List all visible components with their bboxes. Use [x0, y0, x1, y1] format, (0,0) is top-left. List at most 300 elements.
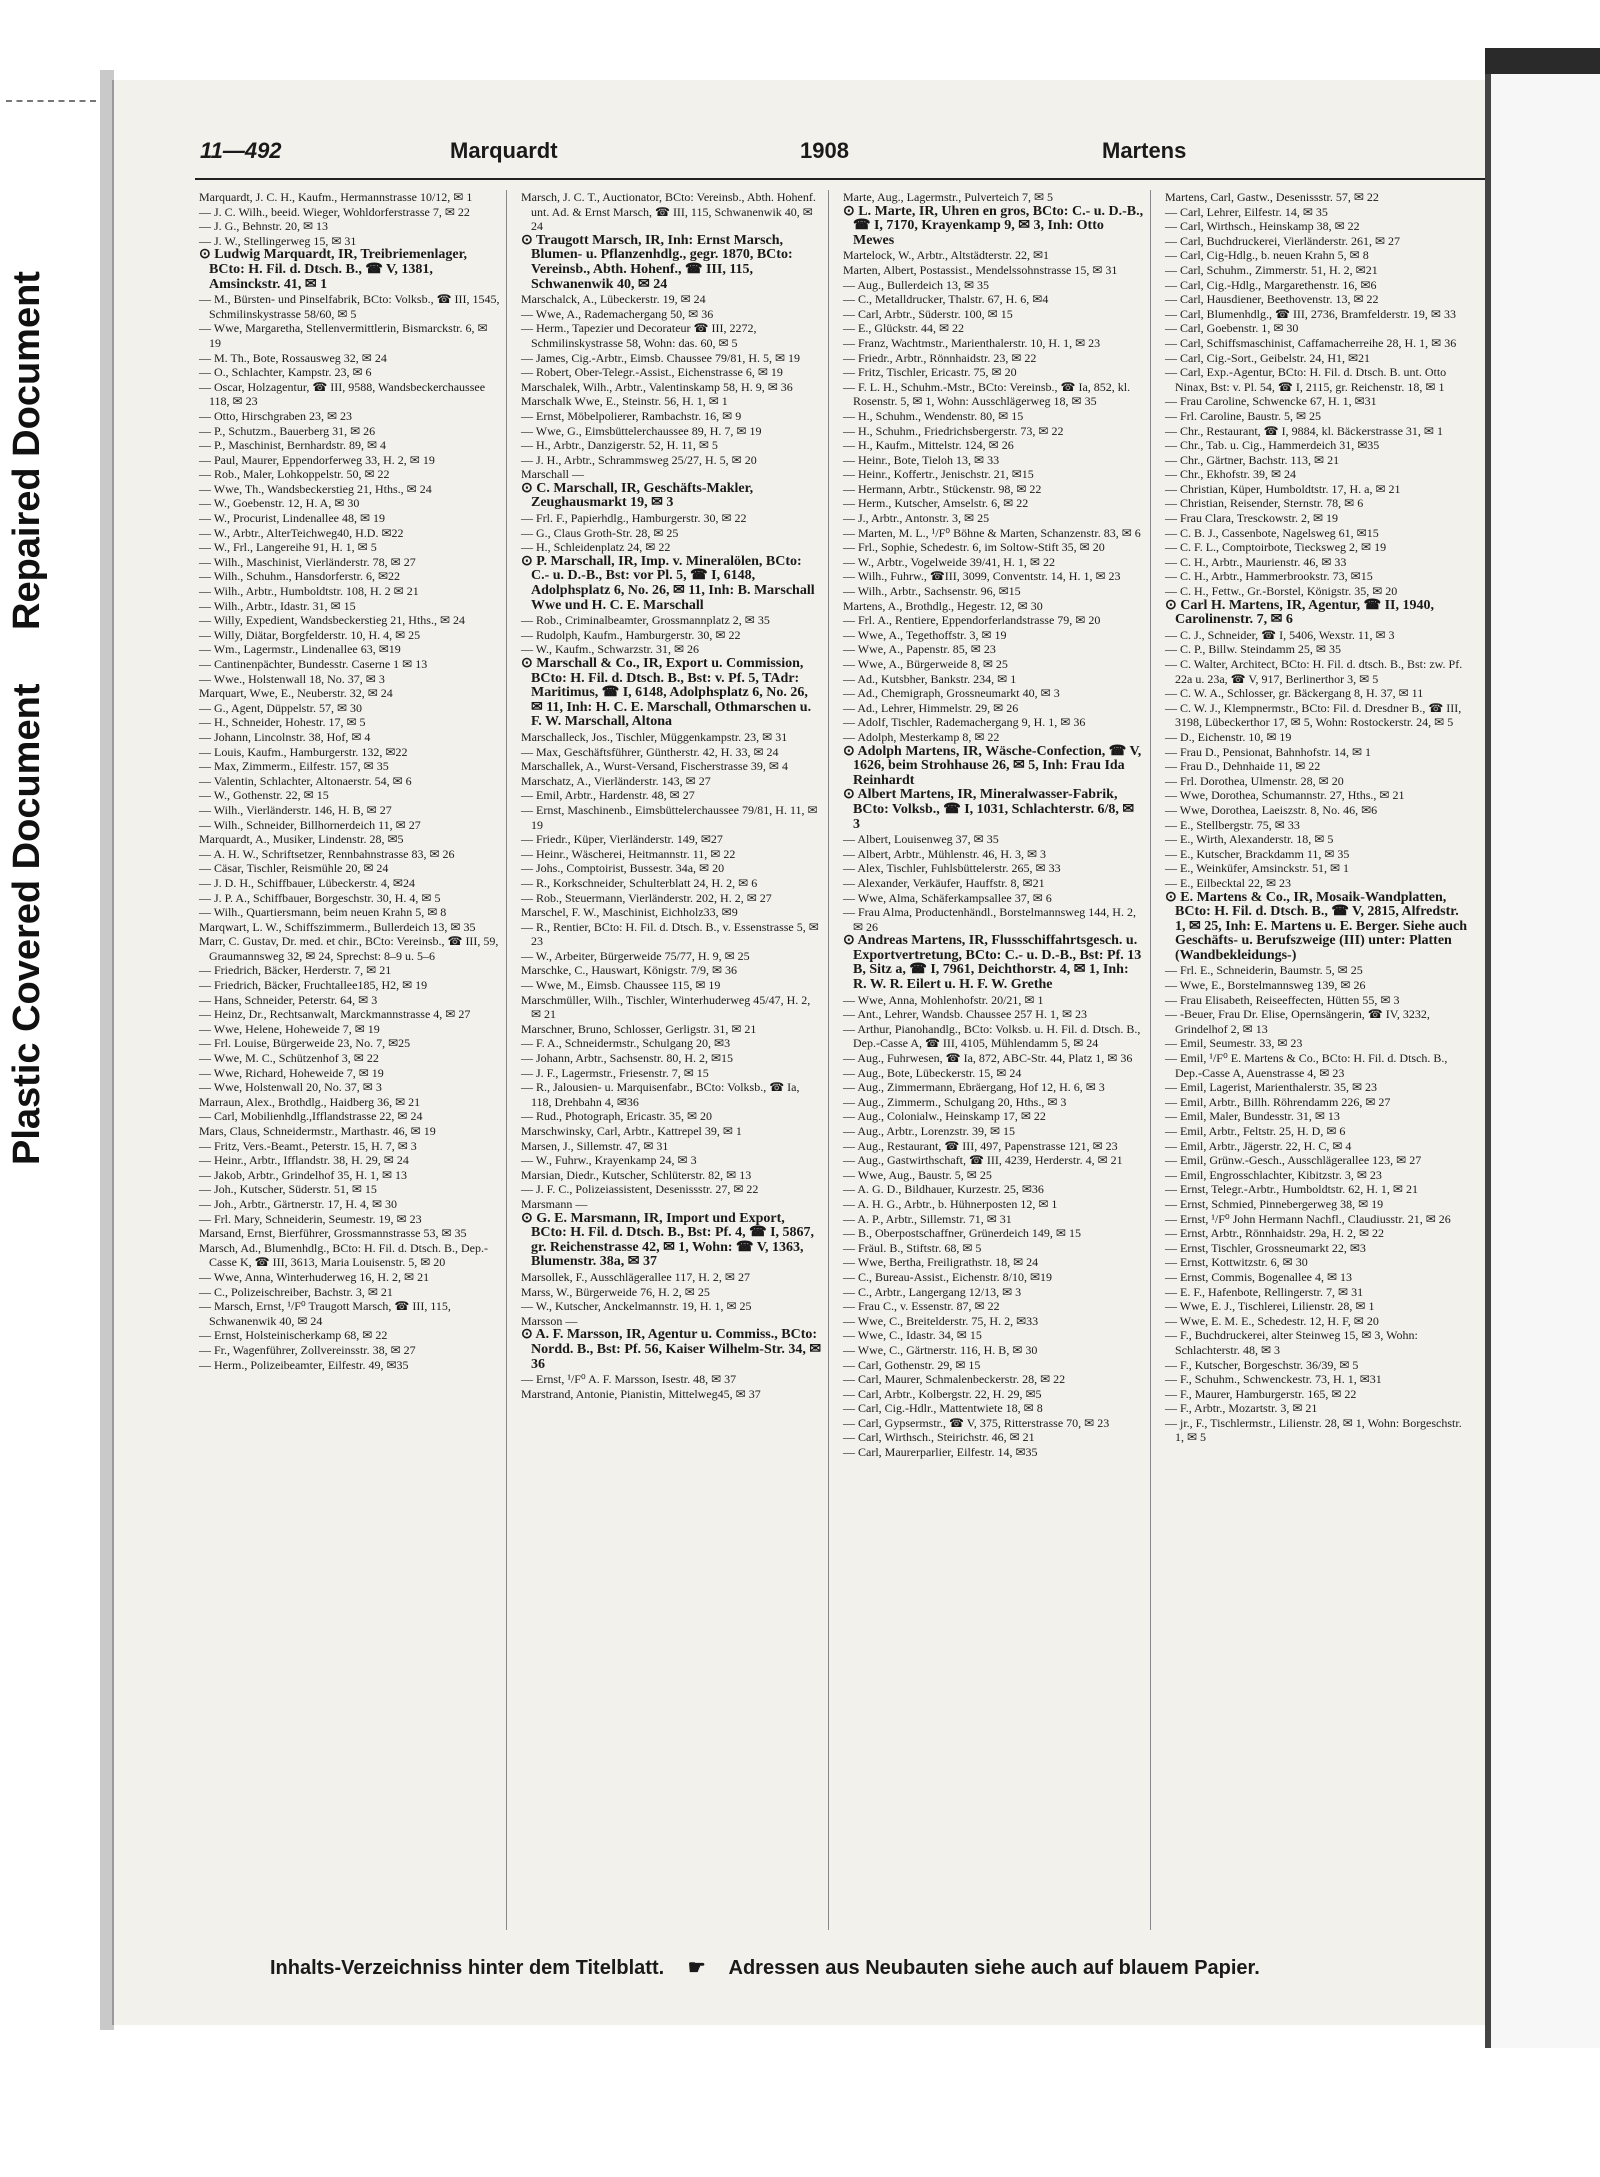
directory-entry: — C., Arbtr., Langergang 12/13, ✉ 3 [843, 1284, 1022, 1299]
directory-entry: — H., Schleidenplatz 24, ✉ 22 [521, 540, 671, 555]
directory-entry: — Ernst, Holsteinischerkamp 68, ✉ 22 [199, 1328, 388, 1343]
directory-entry: — P., Schutzm., Bauerberg 31, ✉ 26 [199, 423, 376, 438]
directory-entry: — Cantinenpächter, Bundesstr. Caserne 1 ✉ 13 [199, 657, 428, 671]
directory-entry: — Ernst, Möbelpolierer, Rambachstr. 16, ✉ 9 [521, 408, 742, 423]
directory-entry: — Aug., Zimmermann, Ebräergang, Hof 12, H. 6, ✉ 3 [843, 1080, 1105, 1095]
directory-entry: — Chr., Tab. u. Cig., Hammerdeich 31, ✉35 [1165, 438, 1380, 453]
directory-entry: — Wwe, G., Eimsbüttelerchaussee 89, H. 7, ✉ 19 [521, 423, 762, 438]
directory-entry: — Fr., Wagenführer, Zollvereinsstr. 38, ✉ 27 [199, 1342, 416, 1357]
directory-entry: — Frl. Caroline, Baustr. 5, ✉ 25 [1165, 408, 1322, 423]
directory-entry: — Rud., Photograph, Ericastr. 35, ✉ 20 [521, 1109, 713, 1124]
directory-entry: — Aug., Gastwirthschaft, ☎ III, 4239, Herderstr. 4, ✉ 21 [843, 1153, 1123, 1168]
directory-entry: — C. W. A., Schlosser, gr. Bäckergang 8, H. 37, ✉ 11 [1165, 686, 1424, 701]
directory-entry: — Wwe, Alma, Schäferkampsallee 37, ✉ 6 [843, 890, 1052, 905]
directory-entry: — Frl. Mary, Schneiderin, Seumestr. 19, ✉ 23 [199, 1211, 422, 1226]
directory-entry: — Louis, Kaufm., Hamburgerstr. 132, ✉22 [199, 744, 408, 759]
directory-entry: — H., Schuhm., Friedrichsbergerstr. 73, ✉ 22 [843, 423, 1064, 438]
directory-entry: — Herm., Polizeibeamter, Eilfestr. 49, ✉35 [199, 1357, 409, 1372]
directory-entry: — H., Schneider, Hohestr. 17, ✉ 5 [199, 715, 366, 730]
directory-entry: — Ernst, Arbtr., Rönnhaidstr. 29a, H. 2, ✉ 22 [1165, 1226, 1385, 1241]
side-labels [6, 0, 76, 2177]
directory-column-4 [1161, 190, 1473, 1930]
directory-entry: ⊙ G. E. Marsmann, IR, Import und Export, BCto: H. Fil. d. Dtsch. B., Bst: Pf. 4, ☎ I, 5867, gr. Reichenstrasse 42, ✉ 1, Wohn: ☎ V, 1363, Blumenstr. 38a, ✉ 37 [521, 1210, 815, 1270]
directory-entry: — Heinr., Bote, Tieloh 13, ✉ 33 [843, 452, 1000, 467]
directory-column-2 [517, 190, 829, 1930]
directory-entry: ⊙ Marschall & Co., IR, Export u. Commission, BCto: H. Fil. d. Dtsch. B., Bst: v. Pf. 5, TAdr: Maritimus, ☎ I, 6148, Adolphsplatz 6, No. 26, ✉ 11, Inh: H. C. E. Marschall, Othmarschen u. F. W. Marschall, Altona [521, 656, 812, 730]
directory-entry: — Fritz, Vers.-Beamt., Peterstr. 15, H. 7, ✉ 3 [199, 1138, 417, 1153]
header-last-name: Martens [1102, 138, 1187, 163]
plastic-covered-label: Plastic Covered Document [6, 683, 48, 1165]
directory-entry: — Aug., Bullerdeich 13, ✉ 35 [843, 277, 990, 292]
directory-entry: — Albert, Louisenweg 37, ✉ 35 [843, 832, 999, 847]
directory-entry: — Heinz, Dr., Rechtsanwalt, Marckmannstrasse 4, ✉ 27 [199, 1007, 471, 1022]
directory-entry: — Albert, Arbtr., Mühlenstr. 46, H. 3, ✉ 3 [843, 846, 1047, 861]
directory-entry: — C., Bureau-Assist., Eichenstr. 8/10, ✉19 [843, 1269, 1053, 1284]
directory-entry: — Carl, Cig.-Sort., Geibelstr. 24, H1, ✉21 [1165, 350, 1371, 365]
directory-entry: — Friedrich, Bäcker, Fruchtallee185, H2, ✉ 19 [199, 978, 428, 993]
directory-entry: Marschalck, A., Lübeckerstr. 19, ✉ 24 [521, 292, 706, 307]
directory-entry: — Carl, Lehrer, Eilfestr. 14, ✉ 35 [1165, 204, 1328, 219]
directory-entry: — Wwe, Dorothea, Laeiszstr. 8, No. 46, ✉6 [1165, 802, 1378, 817]
directory-entry: — Hermann, Arbtr., Stückenstr. 98, ✉ 22 [843, 481, 1042, 496]
directory-entry: — James, Cig.-Arbtr., Eimsb. Chaussee 79/81, H. 5, ✉ 19 [521, 350, 801, 365]
directory-entry: — Carl, Arbtr., Kolbergstr. 22, H. 29, ✉5 [843, 1386, 1042, 1401]
directory-entry: — C. J., Schneider, ☎ I, 5406, Wexstr. 11, ✉ 3 [1165, 627, 1395, 642]
directory-entry: — Paul, Maurer, Eppendorferweg 33, H. 2, ✉ 19 [199, 452, 435, 467]
directory-entry: Marschallek, A., Wurst-Versand, Fischerstrasse 39, ✉ 4 [521, 759, 788, 774]
scan-dark-cap [1485, 48, 1600, 74]
directory-entry: — Johs., Comptoirist, Bussestr. 34a, ✉ 20 [521, 861, 725, 876]
directory-entry: Marsian, Diedr., Kutscher, Schlüterstr. 82, ✉ 13 [521, 1167, 752, 1182]
header-year: 1908 [800, 138, 849, 163]
directory-entry: — J. C. Wilh., beeid. Wieger, Wohldorferstrasse 7, ✉ 22 [199, 204, 470, 219]
directory-entry: Mars, Claus, Schneidermstr., Marthastr. 46, ✉ 19 [199, 1124, 436, 1138]
directory-entry: Marsmann — [521, 1196, 588, 1211]
directory-entry: — E., Eilbecktal 22, ✉ 23 [1165, 875, 1292, 890]
directory-entry: — Wwe, A., Papenstr. 85, ✉ 23 [843, 642, 996, 657]
directory-entry: — Carl, Gypsermstr., ☎ V, 375, Ritterstrasse 70, ✉ 23 [843, 1415, 1110, 1430]
directory-entry: — F., Maurer, Hamburgerstr. 165, ✉ 22 [1165, 1386, 1357, 1401]
directory-entry: Marte, Aug., Lagermstr., Pulverteich 7, ✉ 5 [843, 190, 1054, 204]
directory-entry: — Wwe, A., Tegethoffstr. 3, ✉ 19 [843, 627, 1007, 642]
directory-entry: ⊙ P. Marschall, IR, Imp. v. Mineralölen, BCto: C.- u. D.-B., Bst: vor Pl. 5, ☎ I, 6148, Adolphsplatz 6, No. 26, ✉ 11, Inh: B. Marschall Wwe und H. C. E. Marschall [521, 553, 815, 613]
directory-entry: Martens, A., Brothdlg., Hegestr. 12, ✉ 30 [843, 598, 1043, 613]
directory-entry: Marstrand, Antonie, Pianistin, Mittelweg45, ✉ 37 [521, 1386, 761, 1401]
directory-entry: — E., Kutscher, Brackdamm 11, ✉ 35 [1165, 846, 1350, 861]
directory-entry: — Willy, Diätar, Borgfelderstr. 10, H. 4, ✉ 25 [199, 627, 421, 642]
directory-entry: — Wwe, E. M. E., Schedestr. 12, H. F, ✉ 20 [1165, 1313, 1379, 1328]
directory-entry: — R., Jalousien- u. Marquisenfabr., BCto: Volksb., ☎ Ia, 118, Drehbahn 4, ✉36 [521, 1080, 800, 1109]
directory-entry: Marschalk Wwe, E., Steinstr. 56, H. 1, ✉ 1 [521, 394, 728, 409]
directory-entry: — C. H., Arbtr., Maurienstr. 46, ✉ 33 [1165, 554, 1347, 569]
directory-entry: Marqwart, L. W., Schiffszimmerm., Bullerdeich 13, ✉ 35 [199, 919, 476, 934]
directory-entry: — C. H., Arbtr., Hammerbrookstr. 73, ✉15 [1165, 569, 1373, 584]
directory-entry: — F. A., Schneidermstr., Schulgang 20, ✉3 [521, 1036, 731, 1051]
directory-entry: — H., Kaufm., Mittelstr. 124, ✉ 26 [843, 438, 1014, 453]
directory-entry: — Wilh., Arbtr., Sachsenstr. 96, ✉15 [843, 584, 1021, 599]
directory-entry: — Rob., Steuermann, Vierländerstr. 202, H. 2, ✉ 27 [521, 890, 772, 905]
directory-entry: — Wwe, Aug., Baustr. 5, ✉ 25 [843, 1167, 992, 1182]
directory-entry: — G., Agent, Düppelstr. 57, ✉ 30 [199, 700, 363, 715]
directory-entry: — Marten, M. L., ¹/F⁰ Böhne & Marten, Schanzenstr. 83, ✉ 6 [843, 525, 1141, 540]
directory-entry: — Wwe, C., Idastr. 34, ✉ 15 [843, 1328, 982, 1343]
directory-entry: — Max, Zimmerm., Eilfestr. 157, ✉ 35 [199, 759, 389, 774]
directory-entry: Martens, Carl, Gastw., Desenissstr. 57, ✉ 22 [1165, 190, 1379, 204]
directory-entry: — Frau Elisabeth, Reiseeffecten, Hütten 55, ✉ 3 [1165, 992, 1400, 1007]
directory-entry: — C., Metalldrucker, Thalstr. 67, H. 6, ✉4 [843, 292, 1049, 307]
directory-entry: Marsen, J., Sillemstr. 47, ✉ 31 [521, 1138, 669, 1153]
directory-entry: — Carl, Schuhm., Zimmerstr. 51, H. 2, ✉21 [1165, 262, 1378, 277]
directory-entry: Marquardt, A., Musiker, Lindenstr. 28, ✉5 [199, 832, 404, 847]
directory-entry: — Fräul. B., Stiftstr. 68, ✉ 5 [843, 1240, 982, 1255]
directory-entry: — Aug., Zimmerm., Schulgang 20, Hths., ✉ 3 [843, 1094, 1067, 1109]
directory-entry: — Wwe, A., Bürgerweide 8, ✉ 25 [843, 657, 1008, 671]
directory-entry: — J. G., Behnstr. 20, ✉ 13 [199, 219, 329, 234]
directory-entry: — Carl, Hausdiener, Beethovenstr. 13, ✉ 22 [1165, 292, 1379, 307]
directory-entry: — Fritz, Tischler, Ericastr. 75, ✉ 20 [843, 365, 1017, 380]
directory-entry: — Chr., Gärtner, Bachstr. 113, ✉ 21 [1165, 452, 1340, 467]
directory-entry: — E., Wirth, Alexanderstr. 18, ✉ 5 [1165, 832, 1334, 847]
directory-entry: — Friedrich, Bäcker, Herderstr. 7, ✉ 21 [199, 963, 392, 978]
directory-entry: — Heinr., Arbtr., Ifflandstr. 38, H. 29, ✉ 24 [199, 1153, 409, 1168]
directory-entry: — Friedr., Arbtr., Rönnhaidstr. 23, ✉ 22 [843, 350, 1037, 365]
directory-column-3 [839, 190, 1151, 1930]
directory-entry: — Wwe, A., Rademachergang 50, ✉ 36 [521, 306, 714, 321]
directory-entry: — Wwe., Holstenwall 18, No. 37, ✉ 3 [199, 671, 385, 686]
directory-entry: — Carl, Buchdruckerei, Vierländerstr. 261, ✉ 27 [1165, 233, 1401, 248]
directory-entry: — Emil, Lagerist, Marienthalerstr. 35, ✉ 23 [1165, 1080, 1378, 1095]
directory-entry: — W., Fuhrw., Krayenkamp 24, ✉ 3 [521, 1153, 697, 1168]
directory-entry: — Valentin, Schlachter, Altonaerstr. 54, ✉ 6 [199, 773, 412, 788]
directory-entry: — O., Schlachter, Kampstr. 23, ✉ 6 [199, 365, 372, 380]
directory-entry: — Carl, Gothenstr. 29, ✉ 15 [843, 1357, 981, 1372]
directory-entry: Marschatz, A., Vierländerstr. 143, ✉ 27 [521, 773, 711, 788]
directory-entry: — Aug., Colonialw., Heinskamp 17, ✉ 22 [843, 1109, 1046, 1124]
directory-entry: — Wm., Lagermstr., Lindenallee 63, ✉19 [199, 642, 401, 657]
directory-entry: Marschner, Bruno, Schlosser, Gerligstr. 31, ✉ 21 [521, 1021, 757, 1036]
directory-entry: ⊙ Andreas Martens, IR, Flussschiffahrtsgesch. u. Exportvertretung, BCto: C.- u. D.-B., Bst: Pf. 13 B, Sitz a, ☎ I, 7961, Deichthorstr. 4, ✉ 1, Inh: R. W. R. Eilert u. H. F. W. Grethe [843, 933, 1142, 993]
directory-entry: — Wilh., Maschinist, Vierländerstr. 78, ✉ 27 [199, 554, 416, 569]
directory-entry: — Wilh., Schneider, Billhornerdeich 11, ✉ 27 [199, 817, 421, 832]
directory-entry: Marquart, Wwe, E., Neuberstr. 32, ✉ 24 [199, 686, 393, 701]
directory-entry: — Wilh., Arbtr., Humboldtstr. 108, H. 2 ✉ 21 [199, 584, 419, 599]
directory-entry: — Emil, Arbtr., Hardenstr. 48, ✉ 27 [521, 788, 695, 803]
directory-entry: — F., Arbtr., Mozartstr. 3, ✉ 21 [1165, 1401, 1318, 1416]
directory-entry: — W., Arbeiter, Bürgerweide 75/77, H. 9, ✉ 25 [521, 948, 750, 963]
directory-entry: Marschall — [521, 467, 584, 482]
header-first-name: Marquardt [450, 138, 558, 163]
directory-entry: — Wwe, Richard, Hoheweide 7, ✉ 19 [199, 1065, 384, 1080]
directory-entry: — C. F. L., Comptoirbote, Tiecksweg 2, ✉ 19 [1165, 540, 1387, 555]
directory-entry: — W., Frl., Langereihe 91, H. 1, ✉ 5 [199, 540, 377, 555]
directory-entry: — Heinr., Koffertr., Jenischstr. 21, ✉15 [843, 467, 1034, 482]
directory-entry: — J., Arbtr., Antonstr. 3, ✉ 25 [843, 511, 990, 526]
directory-entry: — Carl, Maurer, Schmalenbeckerstr. 28, ✉ 22 [843, 1372, 1066, 1387]
directory-entry: — R., Rentier, BCto: H. Fil. d. Dtsch. B., v. Essenstrasse 5, ✉ 23 [521, 919, 819, 949]
directory-entry: — Alex, Tischler, Fuhlsbüttelerstr. 265, ✉ 33 [843, 861, 1061, 876]
directory-entry: — Carl, Cig.-Hdlr., Mattentwiete 18, ✉ 8 [843, 1401, 1043, 1416]
directory-entry: — J. P. A., Schiffbauer, Borgeschstr. 30, H. 4, ✉ 5 [199, 890, 441, 905]
directory-entry: — C. Walter, Architect, BCto: H. Fil. d. dtsch. B., Bst: zw. Pf. 22a u. 23a, ☎ V, 917, Berlinerthor 3, ✉ 5 [1165, 657, 1463, 686]
directory-entry: — Christian, Reisender, Sternstr. 78, ✉ 6 [1165, 496, 1364, 511]
directory-entry: — Wwe, Anna, Mohlenhofstr. 20/21, ✉ 1 [843, 992, 1044, 1007]
directory-entry: — Frl., Sophie, Schedestr. 6, im Soltow-Stift 35, ✉ 20 [843, 540, 1105, 555]
directory-entry: — P., Maschinist, Bernhardstr. 89, ✉ 4 [199, 438, 387, 453]
directory-entry: — Arthur, Pianohandlg., BCto: Volksb. u. H. Fil. d. Dtsch. B., Dep.-Casse A, ☎ III, 4105, Mühlendamm 5, ✉ 24 [843, 1021, 1141, 1051]
directory-entry: — Wwe, M. C., Schützenhof 3, ✉ 22 [199, 1051, 379, 1066]
directory-entry: — J. D. H., Schiffbauer, Lübeckerstr. 4, ✉24 [199, 875, 415, 890]
directory-entry: — M., Bürsten- und Pinselfabrik, BCto: Volksb., ☎ III, 1545, Schmilinskystrasse 58/60, ✉ 5 [199, 292, 500, 321]
directory-entry: Marschmüller, Wilh., Tischler, Winterhuderweg 45/47, H. 2, ✉ 21 [521, 992, 811, 1022]
directory-entry: ⊙ C. Marschall, IR, Geschäfts-Makler, Zeughausmarkt 19, ✉ 3 [521, 480, 754, 511]
footer-new-buildings-note: Adressen aus Neubauten siehe auch auf blauem Papier. [728, 1957, 1260, 1979]
directory-entry: ⊙ Albert Martens, IR, Mineralwasser-Fabrik, BCto: Volksb., ☎ I, 1031, Schlachterstr. 6/8, ✉ 3 [843, 787, 1135, 832]
directory-entry: — A. H. G., Arbtr., b. Hühnerposten 12, ✉ 1 [843, 1196, 1058, 1211]
directory-entry: — Wwe, C., Gärtnerstr. 116, H. B, ✉ 30 [843, 1342, 1038, 1357]
directory-entry: — Emil, Arbtr., Billh. Röhrendamm 226, ✉ 27 [1165, 1094, 1391, 1109]
directory-entry: — C. H., Fettw., Gr.-Borstel, Königstr. 35, ✉ 20 [1165, 584, 1398, 599]
directory-entry: — Frl. E., Schneiderin, Baumstr. 5, ✉ 25 [1165, 963, 1363, 978]
directory-column-1 [195, 190, 507, 1930]
directory-entry: — Wwe, M., Eimsb. Chaussee 115, ✉ 19 [521, 978, 721, 993]
directory-entry: — Frl. A., Rentiere, Eppendorferlandstrasse 79, ✉ 20 [843, 613, 1101, 628]
directory-entry: — Carl, Cig.-Hdlg., Margarethenstr. 16, ✉6 [1165, 277, 1377, 292]
directory-entry: — Ad., Lehrer, Himmelstr. 29, ✉ 26 [843, 700, 1019, 715]
directory-entry: — W., Goebenstr. 12, H. A, ✉ 30 [199, 496, 360, 511]
directory-entry: Marschwinsky, Carl, Arbtr., Kattrepel 39, ✉ 1 [521, 1124, 742, 1138]
directory-entry: — -Beuer, Frau Dr. Elise, Opernsängerin, ☎ IV, 3232, Grindelhof 2, ✉ 13 [1165, 1007, 1430, 1036]
directory-entry: — Carl, Exp.-Agentur, BCto: H. Fil. d. Dtsch. B. unt. Otto Ninax, Bst: v. Pl. 54, ☎ I, 2115, gr. Reichenstr. 18, ✉ 1 [1165, 365, 1447, 394]
directory-entry: Marsch, J. C. T., Auctionator, BCto: Vereinsb., Abth. Hohenf. unt. Ad. & Ernst Marsch, ☎ III, 115, Schwanenwik 40, ✉ 24 [521, 190, 816, 234]
page-footer [270, 1955, 1470, 1985]
directory-entry: — Wilh., Schuhm., Hansdorferstr. 6, ✉22 [199, 569, 400, 584]
directory-entry: — F., Kutscher, Borgeschstr. 36/39, ✉ 5 [1165, 1357, 1359, 1372]
directory-entry: — Alexander, Verkäufer, Hauffstr. 8, ✉21 [843, 875, 1045, 890]
directory-entry: — Oscar, Holzagentur, ☎ III, 9588, Wandsbeckerchaussee 118, ✉ 23 [199, 379, 486, 409]
directory-entry: — A. P., Arbtr., Sillemstr. 71, ✉ 31 [843, 1211, 1012, 1226]
directory-entry: Marsch, Ad., Blumenhdlg., BCto: H. Fil. d. Dtsch. B., Dep.-Casse K, ☎ III, 3613, Maria Louisenstr. 5, ✉ 20 [199, 1240, 488, 1270]
directory-entry: — W., Gothenstr. 22, ✉ 15 [199, 788, 329, 803]
directory-entry: — Robert, Ober-Telegr.-Assist., Eichenstrasse 6, ✉ 19 [521, 365, 783, 380]
directory-entry: — Chr., Restaurant, ☎ I, 9884, kl. Bäckerstrasse 31, ✉ 1 [1165, 423, 1443, 438]
directory-entry: — Carl, Arbtr., Süderstr. 100, ✉ 15 [843, 306, 1013, 321]
directory-entry: — Ad., Kutsbher, Bankstr. 234, ✉ 1 [843, 671, 1017, 686]
directory-entry: — Frau C., v. Essenstr. 87, ✉ 22 [843, 1299, 1000, 1314]
directory-entry: — Rob., Maler, Lohkoppelstr. 50, ✉ 22 [199, 467, 390, 482]
directory-entry: — Wwe, Dorothea, Schumannstr. 27, Hths., ✉ 21 [1165, 788, 1405, 803]
directory-entry: — Carl, Mobilienhdlg.,Ifflandstrasse 22, ✉ 24 [199, 1109, 423, 1124]
directory-entry: — Adolph, Mesterkamp 8, ✉ 22 [843, 729, 1000, 744]
directory-entry: — E., Stellbergstr. 75, ✉ 33 [1165, 817, 1300, 832]
directory-entry: ⊙ Traugott Marsch, IR, Inh: Ernst Marsch, Blumen- u. Pflanzenhdlg., gegr. 1870, BCto: Vereinsb., Abth. Hohenf., ☎ III, 115, Schwanenwik 40, ✉ 24 [521, 232, 793, 292]
directory-entry: — Johann, Arbtr., Sachsenstr. 80, H. 2, ✉15 [521, 1051, 734, 1066]
page-number: 11—492 [200, 138, 282, 163]
directory-entry: — A. G. D., Bildhauer, Kurzestr. 25, ✉36 [843, 1182, 1044, 1197]
directory-entry: — Aug., Fuhrwesen, ☎ Ia, 872, ABC-Str. 44, Platz 1, ✉ 36 [843, 1051, 1133, 1066]
directory-entry: — Max, Geschäftsführer, Güntherstr. 42, H. 33, ✉ 24 [521, 744, 779, 759]
directory-entry: — Ernst, Telegr.-Arbtr., Humboldtstr. 62, H. 1, ✉ 21 [1165, 1182, 1418, 1197]
directory-entry: — Ernst, Maschinenb., Eimsbüttelerchaussee 79/81, H. 11, ✉ 19 [521, 802, 818, 832]
directory-entry: — M. Th., Bote, Rossausweg 32, ✉ 24 [199, 350, 387, 365]
directory-entry: — Ernst, Kottwitzstr. 6, ✉ 30 [1165, 1255, 1308, 1270]
directory-entry: — Carl, Cig-Hdlg., b. neuen Krahn 5, ✉ 8 [1165, 248, 1369, 263]
directory-entry: ⊙ Ludwig Marquardt, IR, Treibriemenlager, BCto: H. Fil. d. Dtsch. B., ☎ V, 1381, Amsinckstr. 41, ✉ 1 [199, 247, 468, 292]
directory-entry: Marschke, C., Hauswart, Königstr. 7/9, ✉ 36 [521, 963, 738, 978]
directory-entry: — Rob., Criminalbeamter, Grossmannplatz 2, ✉ 35 [521, 613, 770, 628]
directory-entry: Marschalek, Wilh., Arbtr., Valentinskamp 58, H. 9, ✉ 36 [521, 379, 793, 394]
directory-entry: — Frau Alma, Productenhändl., Borstelmannsweg 144, H. 2, ✉ 26 [843, 905, 1136, 934]
directory-entry: — Aug., Arbtr., Lorenzstr. 39, ✉ 15 [843, 1124, 1016, 1138]
directory-entry: — J. W., Stellingerweg 15, ✉ 31 [199, 233, 357, 248]
footer-index-note: Inhalts-Verzeichniss hinter dem Titelblatt. [270, 1957, 665, 1979]
directory-entry: — W., Arbtr., Vogelweide 39/41, H. 1, ✉ 22 [843, 554, 1055, 569]
directory-entry: — Hans, Schneider, Peterstr. 64, ✉ 3 [199, 992, 378, 1007]
directory-entry: — Emil, Arbtr., Jägerstr. 22, H. C, ✉ 4 [1165, 1138, 1352, 1153]
directory-entry: — Carl, Schiffsmaschinist, Caffamacherreihe 28, H. 1, ✉ 36 [1165, 335, 1457, 350]
directory-entry: — W., Kutscher, Anckelmannstr. 19, H. 1, ✉ 25 [521, 1299, 752, 1314]
directory-entry: — A. H. W., Schriftsetzer, Rennbahnstrasse 83, ✉ 26 [199, 846, 455, 861]
directory-entry: — Adolf, Tischler, Rademachergang 9, H. 1, ✉ 36 [843, 715, 1086, 730]
directory-entry: — Franz, Wachtmstr., Marienthalerstr. 10, H. 1, ✉ 23 [843, 335, 1101, 350]
directory-entry: Marsand, Ernst, Bierführer, Grossmannstrasse 53, ✉ 35 [199, 1226, 467, 1241]
directory-entry: — Christian, Küper, Humboldtstr. 17, H. a, ✉ 21 [1165, 481, 1401, 496]
directory-entry: — W., Kaufm., Schwarzstr. 31, ✉ 26 [521, 642, 700, 657]
directory-entry: — Wwe, C., Breitelderstr. 75, H. 2, ✉33 [843, 1313, 1039, 1328]
directory-entry: Marsson — [521, 1313, 578, 1328]
directory-entry: — Ad., Chemigraph, Grossneumarkt 40, ✉ 3 [843, 686, 1060, 701]
directory-entry: Marsollek, F., Ausschlägerallee 117, H. 2, ✉ 27 [521, 1269, 750, 1284]
directory-entry: — Frau D., Pensionat, Bahnhofstr. 14, ✉ 1 [1165, 744, 1372, 759]
directory-entry: Marschalleck, Jos., Tischler, Müggenkampstr. 23, ✉ 31 [521, 729, 788, 744]
directory-entry: — Emil, Maler, Bundesstr. 31, ✉ 13 [1165, 1109, 1340, 1124]
directory-entry: — E., Glückstr. 44, ✉ 22 [843, 321, 965, 336]
directory-entry: — Ernst, ¹/F⁰ A. F. Marsson, Isestr. 48, ✉ 37 [521, 1372, 737, 1387]
directory-entry: — Aug., Restaurant, ☎ III, 497, Papenstrasse 121, ✉ 23 [843, 1138, 1118, 1153]
directory-entry: — E., Weinküfer, Amsinckstr. 51, ✉ 1 [1165, 861, 1350, 876]
directory-entry: — Emil, Engrosschlachter, Kibitzstr. 3, ✉ 23 [1165, 1167, 1382, 1182]
directory-entry: — Joh., Arbtr., Gärtnerstr. 17, H. 4, ✉ 30 [199, 1196, 398, 1211]
directory-entry: — W., Arbtr., AlterTeichweg40, H.D. ✉22 [199, 525, 404, 540]
directory-entry: — Carl, Wirthsch., Heinskamp 38, ✉ 22 [1165, 219, 1360, 234]
directory-entry: — Wwe, E., Borstelmannsweg 139, ✉ 26 [1165, 978, 1366, 993]
directory-entry: — Emil, ¹/F⁰ E. Martens & Co., BCto: H. Fil. d. Dtsch. B., Dep.-Casse A, Auenstrasse 4, ✉ 23 [1165, 1051, 1448, 1080]
directory-entry: — Wwe, Th., Wandsbeckerstieg 21, Hths., ✉ 24 [199, 481, 432, 496]
directory-entry: — Wilh., Vierländerstr. 146, H. B, ✉ 27 [199, 802, 392, 817]
directory-entry: Marquardt, J. C. H., Kaufm., Hermannstrasse 10/12, ✉ 1 [199, 190, 473, 204]
directory-entry: ⊙ A. F. Marsson, IR, Agentur u. Commiss., BCto: Nordd. B., Bst: Pf. 56, Kaiser Wilhelm-Str. 34, ✉ 36 [521, 1327, 822, 1372]
directory-entry: — J. F., Lagermstr., Friesenstr. 7, ✉ 15 [521, 1065, 709, 1080]
directory-entry: — Friedr., Küper, Vierländerstr. 149, ✉27 [521, 832, 723, 847]
directory-entry: — Carl, Maurerparlier, Eilfestr. 14, ✉35 [843, 1445, 1038, 1460]
directory-entry: — Ant., Lehrer, Wandsb. Chaussee 257 H. 1, ✉ 23 [843, 1007, 1088, 1022]
pointing-hand-icon: ☛ [687, 1957, 706, 1979]
directory-entry: — Herm., Kutscher, Amselstr. 6, ✉ 22 [843, 496, 1029, 511]
directory-entry: — C., Polizeischreiber, Bachstr. 3, ✉ 21 [199, 1284, 393, 1299]
directory-entry: — C. P., Billw. Steindamm 25, ✉ 35 [1165, 642, 1341, 657]
directory-entry: ⊙ Carl H. Martens, IR, Agentur, ☎ II, 1940, Carolinenstr. 7, ✉ 6 [1165, 597, 1434, 628]
repaired-document-label: Repaired Document [6, 271, 48, 630]
directory-entry: — H., Arbtr., Danzigerstr. 52, H. 11, ✉ 5 [521, 438, 718, 453]
directory-entry: — Chr., Ekhofstr. 39, ✉ 24 [1165, 467, 1297, 482]
directory-entry: — G., Claus Groth-Str. 28, ✉ 25 [521, 525, 679, 540]
directory-entry: — jr., F., Tischlermstr., Lilienstr. 28, ✉ 1, Wohn: Borgeschstr. 1, ✉ 5 [1165, 1415, 1462, 1445]
directory-entry: Marss, W., Bürgerweide 76, H. 2, ✉ 25 [521, 1284, 710, 1299]
directory-entry: — Frau Caroline, Schwencke 67, H. 1, ✉31 [1165, 394, 1377, 409]
directory-entry: Martelock, W., Arbtr., Altstädterstr. 22, ✉1 [843, 248, 1050, 263]
scan-border-right [1485, 48, 1600, 2048]
directory-entry: — B., Oberpostschaffner, Grünerdeich 149, ✉ 15 [843, 1226, 1081, 1241]
directory-entry: — E. F., Hafenbote, Rellingerstr. 7, ✉ 31 [1165, 1284, 1364, 1299]
directory-entry: ⊙ E. Martens & Co., IR, Mosaik-Wandplatten, BCto: H. Fil. d. Dtsch. B., ☎ V, 2815, Alfredstr. 1, ✉ 25, Inh: E. Martens u. E. Berger. Siehe auch Geschäfts- u. Berufszweige (III) unter: Platten (Wandbekleidungs-) [1165, 889, 1467, 963]
directory-entry: — R., Korkschneider, Schulterblatt 24, H. 2, ✉ 6 [521, 875, 758, 890]
directory-entry: — Wilh., Quartiersmann, beim neuen Krahn 5, ✉ 8 [199, 905, 447, 920]
directory-entry: Marschel, F. W., Maschinist, Eichholz33, ✉9 [521, 905, 738, 920]
directory-entry: — Frl. Louise, Bürgerweide 23, No. 7, ✉25 [199, 1036, 411, 1051]
directory-entry: — Ernst, Tischler, Grossneumarkt 22, ✉3 [1165, 1240, 1366, 1255]
directory-entry: — Ernst, ¹/F⁰ John Hermann Nachfl., Claudiusstr. 21, ✉ 26 [1165, 1211, 1451, 1226]
directory-entry: — Jakob, Arbtr., Grindelhof 35, H. 1, ✉ 13 [199, 1167, 408, 1182]
directory-entry: Marr, C. Gustav, Dr. med. et chir., BCto: Vereinsb., ☎ III, 59, Graumannsweg 32, ✉ 24, Sprechst: 8–9 u. 5–6 [199, 934, 499, 963]
directory-entry: — Joh., Kutscher, Süderstr. 51, ✉ 15 [199, 1182, 377, 1197]
directory-entry: — Wwe, Helene, Hoheweide 7, ✉ 19 [199, 1021, 380, 1036]
directory-entry: — Marsch, Ernst, ¹/F⁰ Traugott Marsch, ☎ III, 115, Schwanenwik 40, ✉ 24 [199, 1299, 451, 1328]
directory-entry: — Frau Clara, Tresckowstr. 2, ✉ 19 [1165, 511, 1339, 526]
directory-entry: — Ernst, Commis, Bogenallee 4, ✉ 13 [1165, 1269, 1353, 1284]
header-rule [195, 178, 1485, 180]
directory-entry: — Cäsar, Tischler, Reismühle 20, ✉ 24 [199, 861, 389, 876]
directory-entry: — Frl. Dorothea, Ulmenstr. 28, ✉ 20 [1165, 773, 1344, 788]
directory-entry: — Johann, Lincolnstr. 38, Hof, ✉ 4 [199, 729, 371, 744]
directory-entry: — Wilh., Fuhrw., ☎III, 3099, Conventstr. 14, H. 1, ✉ 23 [843, 569, 1121, 584]
directory-entry: — F., Buchdruckerei, alter Steinweg 15, ✉ 3, Wohn: Schlachterstr. 48, ✉ 3 [1165, 1328, 1418, 1357]
directory-entry: — C. B. J., Cassenbote, Nagelsweg 61, ✉15 [1165, 525, 1379, 540]
directory-entry: — Emil, Arbtr., Feltstr. 25, H. D, ✉ 6 [1165, 1124, 1346, 1138]
directory-entry: — Otto, Hirschgraben 23, ✉ 23 [199, 408, 353, 423]
directory-entry: ⊙ L. Marte, IR, Uhren en gros, BCto: C.- u. D.-B., ☎ I, 7170, Krayenkamp 9, ✉ 3, Inh: Otto Mewes [843, 203, 1144, 248]
directory-entry: — Frl. F., Papierhdlg., Hamburgerstr. 30, ✉ 22 [521, 511, 747, 526]
directory-entry: — Herm., Tapezier und Decorateur ☎ III, 2272, Schmilinskystrasse 58, Wohn: das. 60, ✉ 5 [521, 321, 757, 350]
directory-entry: — Frau D., Dehnhaide 11, ✉ 22 [1165, 759, 1321, 774]
directory-entry: — Wwe, Anna, Winterhuderweg 16, H. 2, ✉ 21 [199, 1269, 430, 1284]
directory-entry: — F. L. H., Schuhm.-Mstr., BCto: Vereinsb., ☎ Ia, 852, kl. Rosenstr. 5, ✉ 1, Wohn: Ausschlägerweg 18, ✉ 35 [843, 379, 1131, 409]
directory-entry: — D., Eichenstr. 10, ✉ 19 [1165, 729, 1292, 744]
directory-entry: — Carl, Blumenhdlg., ☎ III, 2736, Bramfelderstr. 19, ✉ 33 [1165, 306, 1456, 321]
directory-entry: — Rudolph, Kaufm., Hamburgerstr. 30, ✉ 22 [521, 627, 741, 642]
directory-entry: Marten, Albert, Postassist., Mendelssohnstrasse 15, ✉ 31 [843, 262, 1118, 277]
directory-entry: — J. F. C., Polizeiassistent, Desenissstr. 27, ✉ 22 [521, 1182, 759, 1197]
directory-entry: — Heinr., Wäscherei, Heitmannstr. 11, ✉ 22 [521, 846, 736, 861]
directory-entry: Marraun, Alex., Brothdlg., Haidberg 36, ✉ 21 [199, 1094, 421, 1109]
directory-entry: — Carl, Wirthsch., Steirichstr. 46, ✉ 21 [843, 1430, 1035, 1445]
directory-entry: — Emil, Seumestr. 33, ✉ 23 [1165, 1036, 1303, 1051]
directory-entry: — Emil, Grünw.-Gesch., Ausschlägerallee 123, ✉ 27 [1165, 1153, 1422, 1168]
directory-entry: — Wilh., Arbtr., Idastr. 31, ✉ 15 [199, 598, 356, 613]
directory-entry: — F., Schuhm., Schwenckestr. 73, H. 1, ✉31 [1165, 1372, 1382, 1387]
directory-entry: — Wwe, E. J., Tischlerei, Lilienstr. 28, ✉ 1 [1165, 1299, 1375, 1314]
directory-entry: — Wwe, Bertha, Freiligrathstr. 18, ✉ 24 [843, 1255, 1039, 1270]
directory-entry: — Carl, Goebenstr. 1, ✉ 30 [1165, 321, 1299, 336]
directory-entry: ⊙ Adolph Martens, IR, Wäsche-Confection, ☎ V, 1626, beim Strohhause 26, ✉ 5, Inh: Frau Ida Reinhardt [843, 743, 1142, 788]
directory-entry: — Ernst, Schmied, Pinnebergerweg 38, ✉ 19 [1165, 1196, 1384, 1211]
directory-entry: — Wwe, Margaretha, Stellenvermittlerin, Bismarckstr. 6, ✉ 19 [199, 321, 488, 350]
directory-entry: — J. H., Arbtr., Schrammsweg 25/27, H. 5, ✉ 20 [521, 452, 757, 467]
directory-entry: — C. W. J., Klempnermstr., BCto: Fil. d. Dresdner B., ☎ III, 3198, Lübeckerthor 17, ✉ 5, Wohn: Rostockerstr. 24, ✉ 5 [1165, 700, 1462, 730]
directory-entry: — H., Schuhm., Wendenstr. 80, ✉ 15 [843, 408, 1024, 423]
directory-entry: — Willy, Expedient, Wandsbeckerstieg 21, Hths., ✉ 24 [199, 613, 466, 628]
directory-columns [195, 190, 1487, 1930]
page-header [200, 138, 1330, 174]
directory-entry: — Wwe, Holstenwall 20, No. 37, ✉ 3 [199, 1080, 382, 1095]
